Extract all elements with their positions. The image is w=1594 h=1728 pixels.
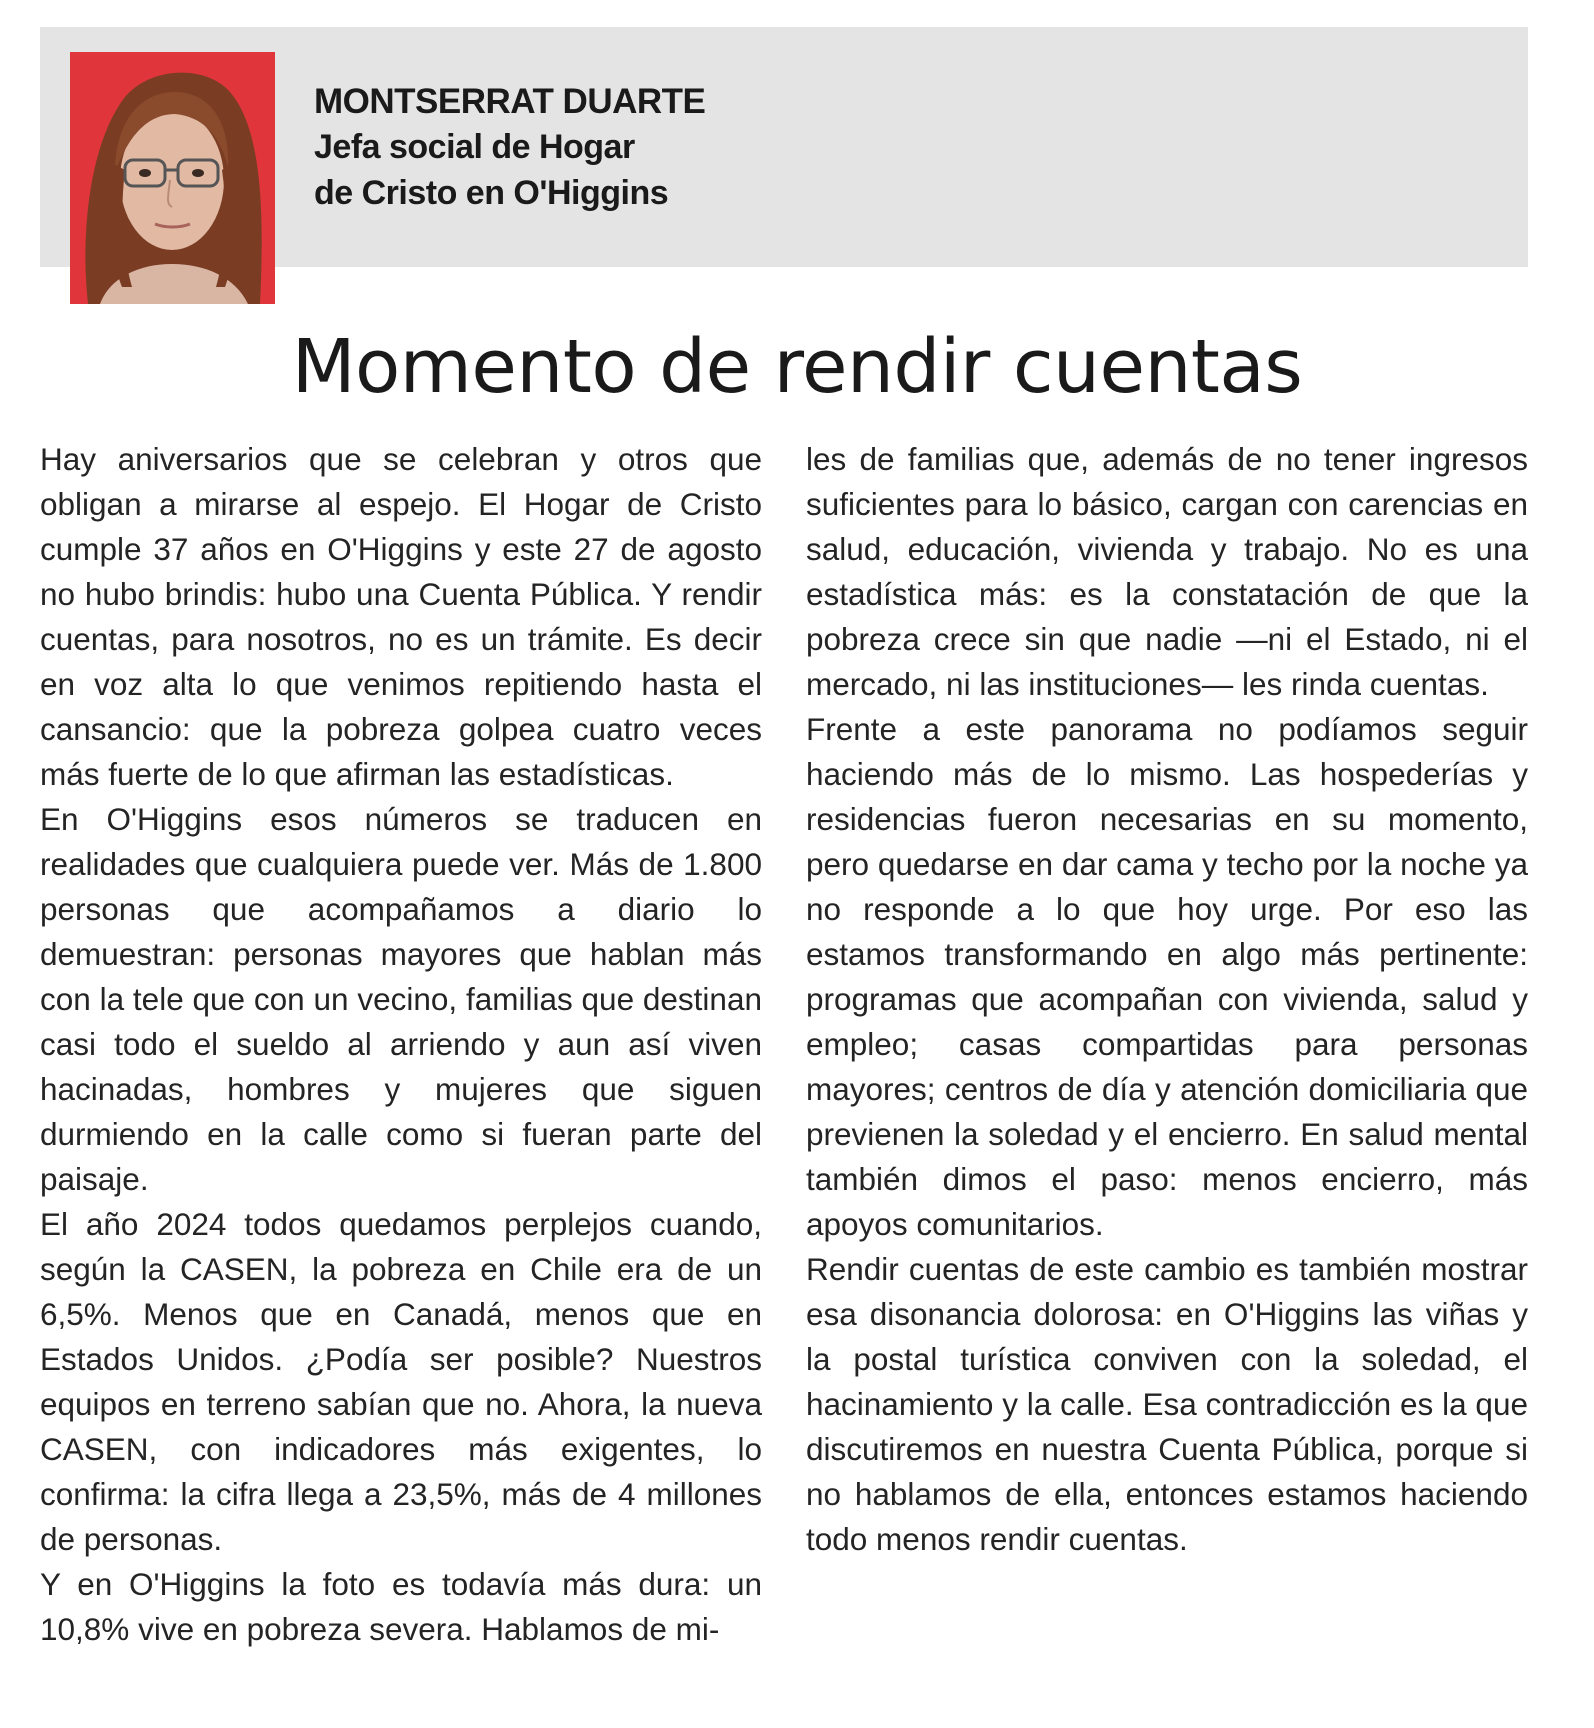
paragraph: Frente a este panorama no podíamos seguir haciendo más de lo mismo. Las hospederías y residencias fueron necesarias en su momento, pero quedarse en dar cama y techo por la noche ya no responde a lo que hoy urge. Por eso las estamos transformando en algo más pertinente: programas que acompañan con vivienda, salud y empleo; casas compartidas para personas mayores; centros de día y atención domiciliaria que previenen la soledad y el encierro. En salud mental también dimos el paso: menos encierro, más apoyos comunitarios. <box>806 711 1528 1242</box>
paragraph: Hay aniversarios que se celebran y otros que obligan a mirarse al espejo. El Hogar de Cristo cumple 37 años en O'Higgins y este 27 de agosto no hubo brindis: hubo una Cuenta Pública. Y rendir cuentas, para nosotros, no es un trámite. Es decir en voz alta lo que venimos repitiendo hasta el cansancio: que la pobreza golpea cuatro veces más fuerte de lo que afirman las estadísticas. <box>40 441 762 792</box>
author-role-line-2: de Cristo en O'Higgins <box>314 174 669 212</box>
author-role-line-1: Jefa social de Hogar <box>314 128 635 166</box>
paragraph: El año 2024 todos quedamos perplejos cuando, según la CASEN, la pobreza en Chile era de un 6,5%. Menos que en Canadá, menos que en Estados Unidos. ¿Podía ser posible? Nuestros equipos en terreno sabían que no. Ahora, la nueva CASEN, con indicadores más exigentes, lo confirma: la cifra llega a 23,5%, más de 4 millones de personas. <box>40 1206 762 1557</box>
author-photo <box>70 52 275 304</box>
article-column-right <box>806 437 1528 1652</box>
article-column-left <box>40 437 762 1652</box>
paragraph: Rendir cuentas de este cambio es también mostrar esa disonancia dolorosa: en O'Higgins las viñas y la postal turística conviven con la soledad, el hacinamiento y la calle. Esa contradicción es la que discutiremos en nuestra Cuenta Pública, porque si no hablamos de ella, entonces estamos haciendo todo menos rendir cuentas. <box>806 1251 1528 1557</box>
paragraph: les de familias que, además de no tener ingresos suficientes para lo básico, cargan con carencias en salud, educación, vivienda y trabajo. No es una estadística más: es la constatación de que la pobreza crece sin que nadie —ni el Estado, ni el mercado, ni las instituciones— les rinda cuentas. <box>806 441 1528 702</box>
author-name: MONTSERRAT DUARTE <box>314 82 706 121</box>
author-info <box>314 80 705 216</box>
article-body <box>40 437 1528 1652</box>
article-title: Momento de rendir cuentas <box>291 324 1303 410</box>
paragraph: Y en O'Higgins la foto es todavía más dura: un 10,8% vive en pobreza severa. Hablamos de mi- <box>40 1566 762 1647</box>
author-portrait-icon <box>70 52 275 304</box>
paragraph: En O'Higgins esos números se traducen en realidades que cualquiera puede ver. Más de 1.800 personas que acompañamos a diario lo demuestran: personas mayores que hablan más con la tele que con un vecino, familias que destinan casi todo el sueldo al arriendo y aun así viven hacinadas, hombres y mujeres que siguen durmiendo en la calle como si fueran parte del paisaje. <box>40 801 762 1197</box>
